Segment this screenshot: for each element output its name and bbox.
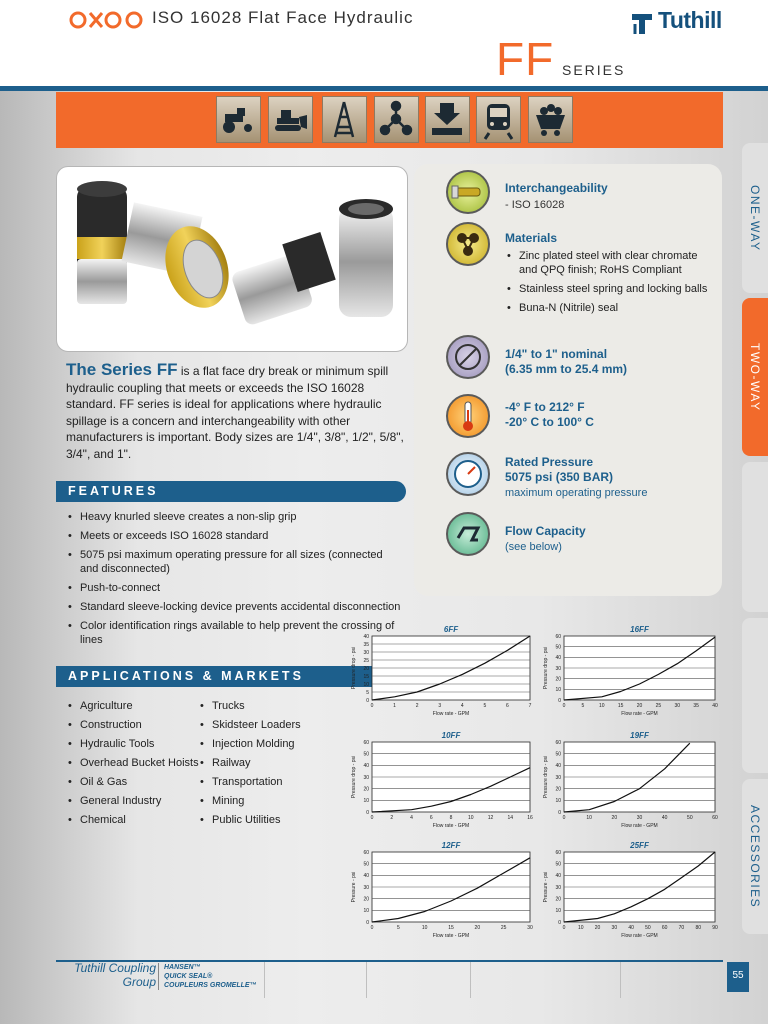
y-tick-label: 50 [555, 644, 561, 651]
description-lead: The Series FF [66, 360, 178, 379]
footer-brand: QUICK SEAL® [164, 973, 213, 980]
footer-divider [366, 962, 367, 998]
list-item: • Transportation [198, 775, 338, 789]
list-item: • Heavy knurled sleeve creates a non-slip grip [66, 510, 401, 524]
x-tick-label: 90 [712, 925, 718, 931]
x-tick-label: 6 [506, 703, 509, 709]
x-tick-label: 10 [467, 815, 474, 821]
x-tick-label: 10 [421, 925, 428, 931]
chart-12ff [346, 838, 538, 944]
y-axis-label: Pressure drop - psi [543, 755, 549, 799]
y-tick-label: 40 [555, 873, 561, 880]
series-code: FF [496, 33, 555, 85]
pressure-gauge-icon [446, 452, 490, 496]
y-tick-label: 40 [363, 633, 369, 640]
materials-molecule-icon [446, 222, 490, 266]
coupling-3-image [230, 232, 335, 326]
x-axis-label: Flow rate - GPM [432, 933, 470, 939]
interchangeability-icon [446, 170, 490, 214]
x-axis-label: Flow rate - GPM [432, 823, 470, 829]
footer-group-name [60, 961, 156, 989]
size-line2: (6.35 mm to 25.4 mm) [505, 362, 628, 376]
y-tick-label: 35 [363, 641, 369, 648]
applications-header: APPLICATIONS & MARKETS [56, 666, 406, 687]
list-item: • Agriculture [66, 699, 206, 713]
list-item: • Skidsteer Loaders [198, 718, 338, 732]
x-tick-label: 12 [487, 815, 494, 821]
list-item: • Color identification rings available to help prevent the crossing of lines [66, 619, 401, 647]
chart-title: 10FF [441, 731, 461, 740]
x-tick-label: 15 [448, 925, 454, 931]
x-tick-label: 30 [674, 703, 681, 709]
x-tick-label: 5 [581, 703, 585, 709]
tab-one-way-label: ONE-WAY [748, 184, 762, 252]
list-item: • 5075 psi maximum operating pressure for all sizes (connected and disconnected) [66, 548, 401, 576]
chart-title: 19FF [630, 731, 649, 740]
x-tick-label: 2 [390, 815, 394, 821]
temperature-line1: -4° F to 212° F [505, 400, 585, 414]
y-tick-label: 10 [363, 798, 369, 805]
brand-logo-icon [68, 9, 146, 31]
y-tick-label: 20 [555, 786, 561, 793]
footer-divider [264, 962, 265, 998]
footer-group-line1: Tuthill Coupling [74, 961, 156, 975]
y-axis-label: Pressure - psi [351, 871, 357, 903]
tractor-icon [216, 96, 261, 143]
coupling-2-image [122, 202, 240, 316]
list-item: • Zinc plated steel with clear chromate and QPQ finish; RoHS Compliant [505, 249, 717, 277]
tuthill-logo-icon [630, 10, 654, 36]
product-photo [56, 166, 408, 352]
x-tick-label: 40 [661, 815, 668, 821]
list-item: • Railway [198, 756, 338, 770]
y-tick-label: 25 [363, 657, 369, 664]
x-tick-label: 60 [712, 815, 718, 821]
materials-list [505, 249, 717, 320]
x-tick-label: 25 [655, 703, 662, 709]
y-tick-label: 60 [363, 739, 369, 746]
y-tick-label: 5 [366, 689, 369, 696]
y-tick-label: 30 [363, 774, 369, 781]
coupling-4-image [339, 199, 393, 317]
temperature-line2: -20° C to 100° C [505, 415, 594, 429]
train-icon [476, 96, 521, 143]
footer-brands [158, 963, 257, 990]
y-tick-label: 10 [363, 908, 369, 915]
x-tick-label: 30 [636, 815, 643, 821]
applications-list-left [66, 699, 206, 832]
list-item: • Hydraulic Tools [66, 737, 206, 751]
x-tick-label: 4 [460, 703, 464, 709]
list-item: • Chemical [66, 813, 206, 827]
x-tick-label: 4 [410, 815, 413, 821]
tab-blank-1[interactable] [742, 462, 768, 612]
y-tick-label: 0 [366, 809, 369, 816]
x-tick-label: 1 [393, 703, 396, 709]
y-tick-label: 50 [555, 861, 561, 868]
coupling-1-image [77, 181, 127, 304]
x-tick-label: 30 [527, 925, 533, 931]
x-tick-label: 10 [586, 815, 592, 821]
list-item: • Construction [66, 718, 206, 732]
y-tick-label: 40 [363, 873, 369, 880]
x-tick-label: 5 [396, 925, 400, 931]
chart-16ff [538, 622, 723, 722]
x-tick-label: 25 [500, 925, 507, 931]
description-body: is a flat face dry break or minimum spill hydraulic coupling that meets or exceeds the ISO 16028 standard. FF series is ideal for applications where hydraulic spillage is a concern and interchangeability with other manufacturers is important. Body sizes are 1/4", 3/8", 1/2", 5/8", 3/4", and 1". [66, 364, 404, 461]
x-tick-label: 10 [598, 703, 605, 709]
chart-10ff [346, 728, 538, 834]
y-tick-label: 30 [363, 884, 369, 891]
y-tick-label: 0 [558, 809, 561, 816]
x-tick-label: 5 [483, 703, 487, 709]
x-tick-label: 35 [693, 703, 699, 709]
y-tick-label: 0 [558, 919, 561, 926]
injection-molding-icon [425, 96, 470, 143]
x-tick-label: 10 [577, 925, 584, 931]
x-tick-label: 50 [687, 815, 693, 821]
applications-list-right [198, 699, 338, 832]
tab-one-way[interactable] [742, 143, 768, 293]
y-tick-label: 20 [363, 665, 369, 672]
y-axis-label: Pressure drop - psi [351, 646, 357, 690]
list-item: • Meets or exceeds ISO 16028 standard [66, 529, 401, 543]
x-tick-label: 14 [507, 815, 514, 821]
y-tick-label: 30 [363, 649, 369, 656]
molecule-icon [374, 96, 419, 143]
flow-capacity-icon [446, 512, 490, 556]
x-tick-label: 50 [645, 925, 651, 931]
chart-title: 6FF [443, 625, 459, 634]
x-tick-label: 20 [636, 703, 643, 709]
y-tick-label: 40 [555, 763, 561, 770]
series-description [66, 362, 406, 462]
footer-brand: HANSEN™ [164, 964, 201, 971]
size-line1: 1/4" to 1" nominal [505, 347, 608, 361]
y-tick-label: 60 [555, 633, 561, 640]
list-item: • Public Utilities [198, 813, 338, 827]
x-tick-label: 20 [594, 925, 601, 931]
bulldozer-icon [268, 96, 313, 143]
y-tick-label: 30 [555, 884, 561, 891]
y-tick-label: 0 [558, 697, 561, 704]
chart-title: 25FF [630, 841, 649, 850]
chart-title: 12FF [441, 841, 461, 850]
y-tick-label: 15 [363, 673, 369, 680]
thermometer-icon [446, 394, 490, 438]
x-axis-label: Flow rate - GPM [621, 711, 658, 717]
y-tick-label: 20 [363, 786, 369, 793]
x-axis-label: Flow rate - GPM [432, 711, 470, 717]
flow-text: (see below) [505, 541, 562, 553]
tab-two-way[interactable] [742, 298, 768, 456]
x-tick-label: 0 [370, 703, 374, 709]
list-item: • Mining [198, 794, 338, 808]
footer-rule [56, 960, 723, 962]
x-tick-label: 30 [611, 925, 618, 931]
materials-title: Materials [505, 231, 558, 245]
y-tick-label: 10 [363, 681, 369, 688]
list-item: • Buna-N (Nitrile) seal [505, 301, 717, 315]
tab-accessories-label: ACCESSORIES [748, 804, 762, 909]
y-tick-label: 30 [555, 665, 561, 672]
y-tick-label: 10 [555, 908, 561, 915]
list-item: • Overhead Bucket Hoists [66, 756, 206, 770]
y-tick-label: 50 [555, 751, 561, 758]
x-tick-label: 8 [449, 815, 453, 821]
y-tick-label: 40 [363, 763, 369, 770]
y-tick-label: 20 [555, 676, 561, 683]
y-axis-label: Pressure drop - psi [351, 755, 357, 799]
page-title: ISO 16028 Flat Face Hydraulic [152, 8, 414, 27]
chart-6ff [346, 622, 538, 722]
list-item: • General Industry [66, 794, 206, 808]
tab-accessories[interactable] [742, 779, 768, 934]
x-tick-label: 16 [527, 815, 533, 821]
y-tick-label: 0 [366, 919, 369, 926]
x-tick-label: 70 [678, 925, 685, 931]
list-item: • Oil & Gas [66, 775, 206, 789]
x-axis-label: Flow rate - GPM [621, 933, 658, 939]
x-axis-label: Flow rate - GPM [621, 823, 658, 829]
interchangeability-text: - ISO 16028 [505, 199, 565, 211]
y-tick-label: 20 [555, 896, 561, 903]
pressure-line2: maximum operating pressure [505, 487, 648, 499]
x-tick-label: 60 [661, 925, 668, 931]
y-tick-label: 60 [363, 849, 369, 856]
y-tick-label: 50 [363, 861, 369, 868]
flow-title: Flow Capacity [505, 524, 586, 538]
list-item: • Standard sleeve-locking device prevents accidental disconnection [66, 600, 401, 614]
x-tick-label: 40 [628, 925, 634, 931]
x-tick-label: 0 [370, 925, 374, 931]
mining-cart-icon [528, 96, 573, 143]
list-item: • Injection Molding [198, 737, 338, 751]
x-tick-label: 0 [370, 815, 374, 821]
oil-derrick-icon [322, 96, 367, 143]
y-tick-label: 40 [555, 655, 561, 662]
x-tick-label: 0 [562, 703, 566, 709]
features-header: FEATURES [56, 481, 406, 502]
list-item: • Stainless steel spring and locking balls [505, 282, 717, 296]
y-axis-label: Pressure - psi [543, 871, 549, 903]
size-icon [446, 335, 490, 379]
footer-divider [620, 962, 621, 998]
x-tick-label: 40 [712, 703, 718, 709]
header-rule [0, 86, 768, 91]
tab-two-way-label: TWO-WAY [748, 342, 762, 412]
x-tick-label: 0 [562, 815, 566, 821]
x-tick-label: 20 [611, 815, 618, 821]
y-tick-label: 10 [555, 687, 561, 694]
tuthill-brand: Tuthill [658, 7, 722, 33]
chart-title: 16FF [630, 625, 649, 634]
y-axis-label: Pressure drop - psi [543, 646, 549, 690]
pressure-title: Rated Pressure [505, 455, 594, 469]
y-tick-label: 60 [555, 849, 561, 856]
y-tick-label: 0 [366, 697, 369, 704]
y-tick-label: 20 [363, 896, 369, 903]
y-tick-label: 60 [555, 739, 561, 746]
list-item: • Trucks [198, 699, 338, 713]
series-word: SERIES [562, 62, 626, 78]
x-tick-label: 15 [617, 703, 624, 709]
chart-25ff [538, 838, 723, 944]
footer-group-line2: Group [122, 975, 156, 989]
x-tick-label: 80 [695, 925, 702, 931]
y-tick-label: 30 [555, 774, 561, 781]
page-number: 55 [727, 962, 749, 992]
y-tick-label: 50 [363, 751, 369, 758]
x-tick-label: 20 [474, 925, 481, 931]
x-tick-label: 3 [438, 703, 442, 709]
y-tick-label: 10 [555, 798, 561, 805]
x-tick-label: 2 [415, 703, 419, 709]
tab-blank-2[interactable] [742, 618, 768, 773]
footer-divider [470, 962, 471, 998]
x-tick-label: 6 [429, 815, 433, 821]
pressure-line1: 5075 psi (350 BAR) [505, 470, 614, 484]
chart-19ff [538, 728, 723, 834]
footer-brand: COUPLEURS GROMELLE™ [164, 982, 257, 989]
x-tick-label: 0 [562, 925, 566, 931]
list-item: • Push-to-connect [66, 581, 401, 595]
x-tick-label: 7 [528, 703, 532, 709]
interchangeability-title: Interchangeability [505, 181, 608, 195]
